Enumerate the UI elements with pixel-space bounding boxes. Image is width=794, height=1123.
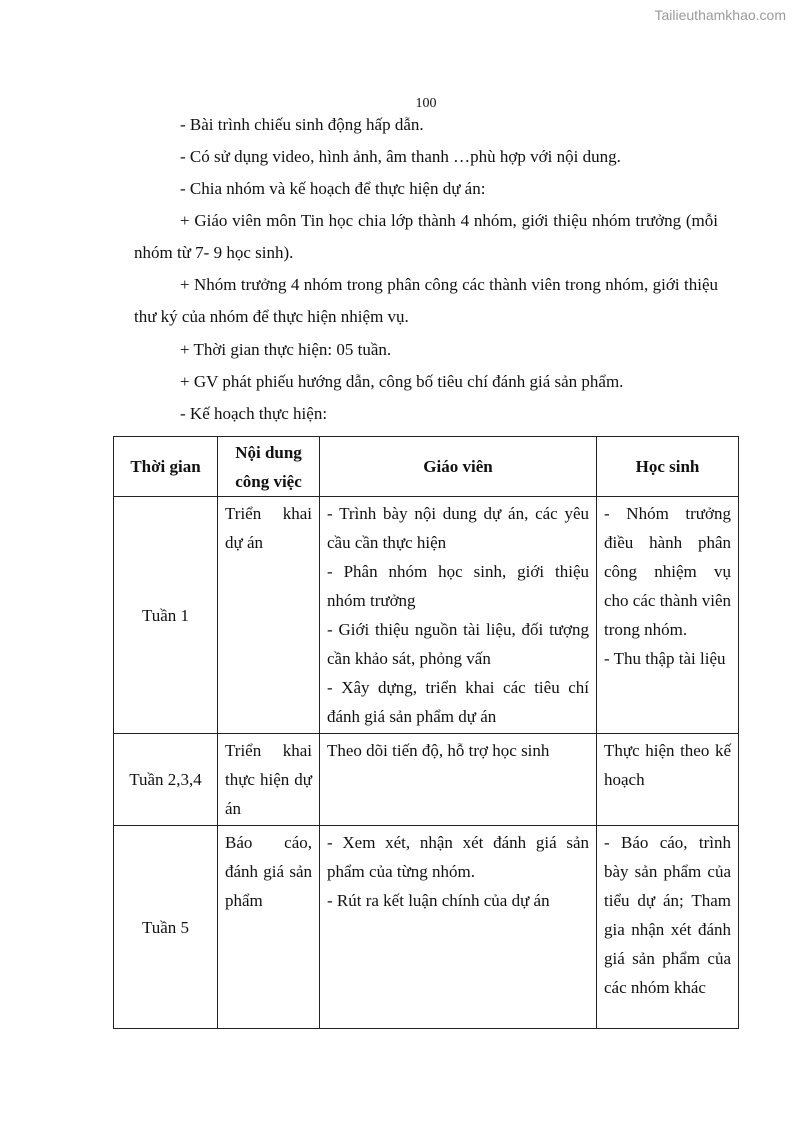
table-row xyxy=(114,826,739,1029)
paragraph-duration: + Thời gian thực hiện: 05 tuần. xyxy=(180,340,392,359)
teacher-task: - Giới thiệu nguồn tài liệu, đối tượng cần khảo sát, phỏng vấn xyxy=(327,620,589,668)
cell-teacher xyxy=(320,734,597,826)
teacher-task: - Xem xét, nhận xét đánh giá sản phẩm của từng nhóm. xyxy=(327,833,589,881)
teacher-task: Theo dõi tiến độ, hỗ trợ học sinh xyxy=(327,741,550,760)
cell-time: Tuần 1 xyxy=(114,497,218,734)
cell-student xyxy=(597,734,739,826)
page-number: 100 xyxy=(415,96,437,111)
teacher-task: - Phân nhóm học sinh, giới thiệu nhóm trưởng xyxy=(327,562,589,610)
table-row xyxy=(114,497,739,734)
header-time: Thời gian xyxy=(114,437,218,497)
paragraph-teacher-groups: + Giáo viên môn Tin học chia lớp thành 4 nhóm, giới thiệu nhóm trưởng (mỗi nhóm từ 7- 9 học sinh). xyxy=(134,211,718,262)
cell-student xyxy=(597,826,739,1029)
cell-time: Tuần 5 xyxy=(114,826,218,1029)
cell-student xyxy=(597,497,739,734)
cell-teacher xyxy=(320,497,597,734)
student-task: - Báo cáo, trình bày sản phẩm của tiểu dự án; Tham gia nhận xét đánh giá sản phẩm của các nhóm khác xyxy=(604,833,731,997)
paragraph-group-leaders: + Nhóm trưởng 4 nhóm trong phân công các thành viên trong nhóm, giới thiệu thư ký của nhóm để thực hiện nhiệm vụ. xyxy=(134,275,718,326)
cell-work: Triển khai thực hiện dự án xyxy=(218,734,320,826)
implementation-plan-table xyxy=(113,436,739,1029)
cell-time: Tuần 2,3,4 xyxy=(114,734,218,826)
student-task: Thực hiện theo kế hoạch xyxy=(604,741,731,789)
header-work: Nội dung công việc xyxy=(218,437,320,497)
teacher-task: - Xây dựng, triển khai các tiêu chí đánh giá sản phẩm dự án xyxy=(327,678,589,726)
watermark: Tailieuthamkhao.com xyxy=(654,7,786,23)
paragraph-media: - Có sử dụng video, hình ảnh, âm thanh …phù hợp với nội dung. xyxy=(180,147,621,166)
table-header-row xyxy=(114,437,739,497)
header-teacher: Giáo viên xyxy=(320,437,597,497)
student-task: - Thu thập tài liệu xyxy=(604,649,726,668)
table-row xyxy=(114,734,739,826)
header-student: Học sinh xyxy=(597,437,739,497)
cell-teacher xyxy=(320,826,597,1029)
cell-work: Báo cáo, đánh giá sản phẩm xyxy=(218,826,320,1029)
teacher-task: - Trình bày nội dung dự án, các yêu cầu cần thực hiện xyxy=(327,504,589,552)
paragraph-guide-sheet: + GV phát phiếu hướng dẫn, công bố tiêu chí đánh giá sản phẩm. xyxy=(180,372,624,391)
paragraph-plan-heading: - Kế hoạch thực hiện: xyxy=(180,404,328,423)
teacher-task: - Rút ra kết luận chính của dự án xyxy=(327,891,550,910)
student-task: - Nhóm trưởng điều hành phân công nhiệm vụ cho các thành viên trong nhóm. xyxy=(604,504,731,639)
paragraph-grouping: - Chia nhóm và kế hoạch để thực hiện dự án: xyxy=(180,179,486,198)
paragraph-presentation: - Bài trình chiếu sinh động hấp dẫn. xyxy=(180,115,424,134)
cell-work: Triển khai dự án xyxy=(218,497,320,734)
